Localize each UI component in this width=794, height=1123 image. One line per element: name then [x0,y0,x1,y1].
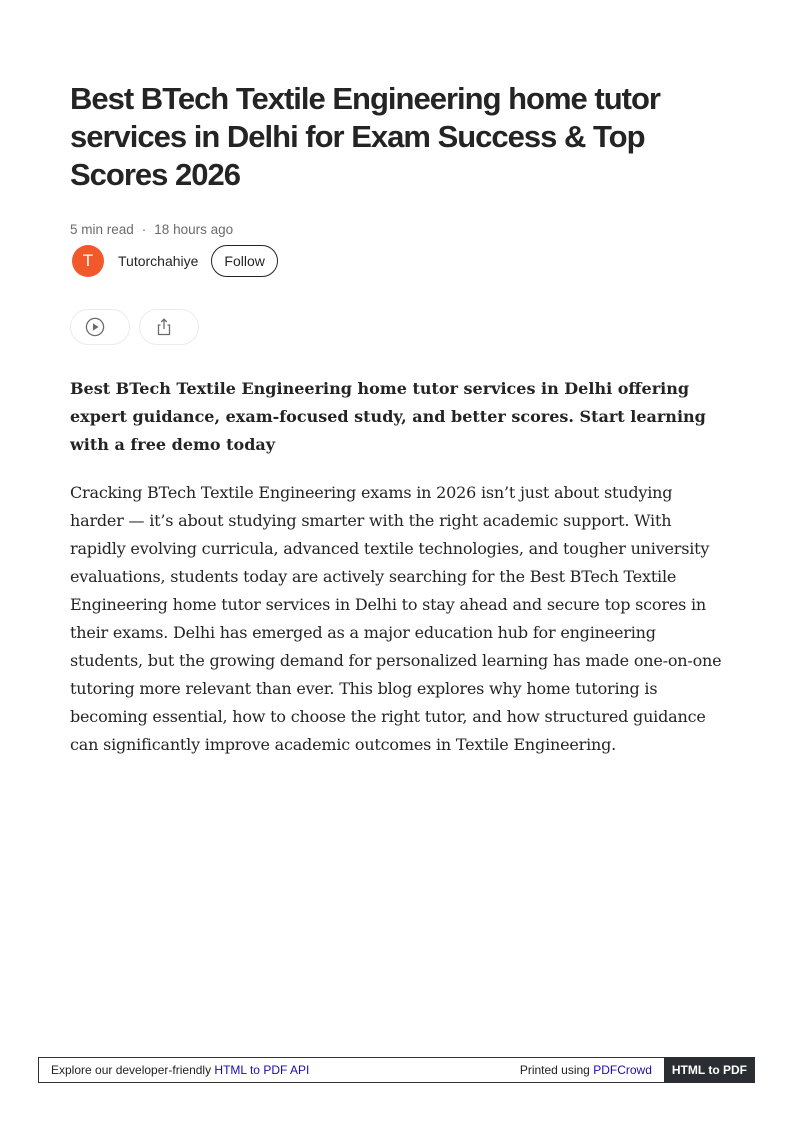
html-to-pdf-api-link[interactable]: HTML to PDF API [214,1063,310,1077]
footer-left [39,1063,520,1077]
article-subtitle: Best BTech Textile Engineering home tutor services in Delhi offering expert guidance, exam-focused study, and better scores. Start learning with a free demo today [70,379,706,454]
author-name[interactable]: Tutorchahiye [118,253,199,269]
article-title: Best BTech Textile Engineering home tutor services in Delhi for Exam Success & Top Scores 2026 [70,81,660,192]
play-circle-icon [85,317,105,337]
read-time: 5 min read [70,221,134,237]
meta-separator: · [141,221,147,237]
pdf-footer [38,1057,755,1083]
article-meta [70,220,730,238]
share-icon [154,317,174,337]
share-button[interactable] [139,309,199,345]
footer-left-text: Explore our developer-friendly [51,1063,215,1077]
avatar[interactable] [72,245,104,277]
published-time: 18 hours ago [154,221,234,237]
article-actions [70,309,730,345]
html-to-pdf-badge[interactable]: HTML to PDF [664,1057,755,1083]
avatar-initial: T [82,251,94,270]
footer-right-text: Printed using [519,1063,594,1077]
footer-right [520,1063,664,1077]
article-body: Cracking BTech Textile Engineering exams in 2026 isn’t just about studying harder — it’s about studying smarter with the right academic support. With rapidly evolving curricula, advanced textile technologies, and tougher university evaluations, students today are actively searching for the Best BTech Textile Engineering home tutor services in Delhi to stay ahead and secure top scores in their exams. Delhi has emerged as a major education hub for engineering students, but the growing demand for personalized learning has made one-on-one tutoring more relevant than ever. This blog explores why home tutoring is becoming essential, how to choose the right tutor, and how structured guidance can significantly improve academic outcomes in Textile Engineering. [70,483,722,754]
listen-button[interactable] [70,309,130,345]
author-row [70,243,730,279]
article [70,80,730,775]
pdfcrowd-link[interactable]: PDFCrowd [593,1063,652,1077]
follow-button[interactable]: Follow [211,245,277,277]
